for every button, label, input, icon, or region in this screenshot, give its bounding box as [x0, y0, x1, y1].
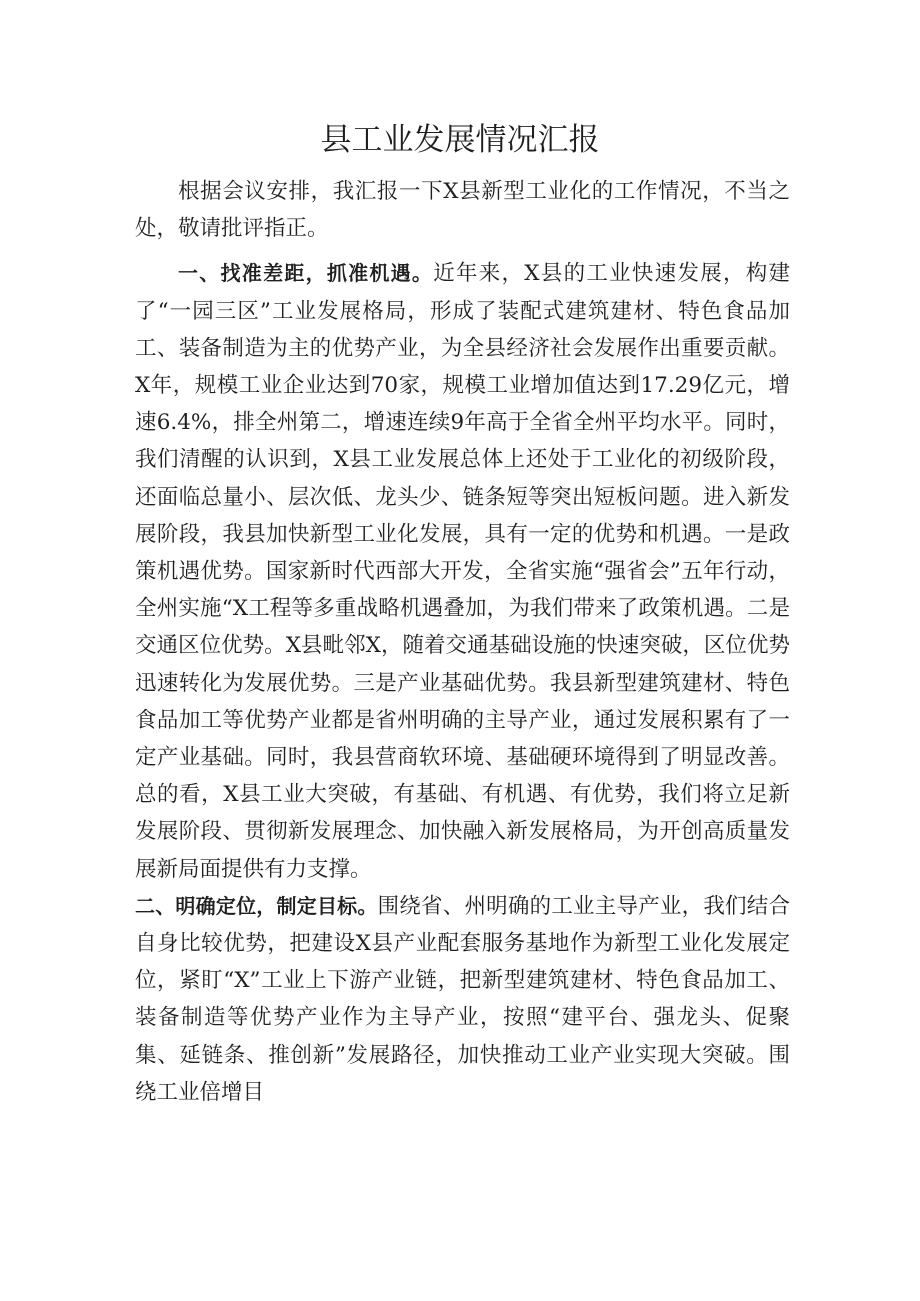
section-paragraph-1: [135, 255, 790, 887]
document-title: 县工业发展情况汇报: [320, 122, 600, 158]
section-heading-1: 一、找准差距，抓准机遇。: [178, 261, 434, 286]
section-heading-2: 二、明确定位，制定目标。: [135, 893, 378, 918]
intro-paragraph: 根据会议安排，我汇报一下X县新型工业化的工作情况，不当之处，敬请批评指正。: [135, 179, 790, 242]
section-text-1: 近年来，X县的工业快速发展，构建了“一园三区”工业发展格局，形成了装配式建筑建材、特色食品加工、装备制造为主的优势产业，为全县经济社会发展作出重要贡献。X年，规模工业企业达到70家，规模工业增加值达到17.29亿元，增速6.4%，排全州第二，增速连续9年高于全省全州平均水平。同时，我们清醒的认识到，X县工业发展总体上还处于工业化的初级阶段，还面临总量小、层次低、龙头少、链条短等突出短板问题。进入新发展阶段，我县加快新型工业化发展，具有一定的优势和机遇。一是政策机遇优势。国家新时代西部大开发，全省实施“强省会”五年行动，全州实施“X工程等多重战略机遇叠加，为我们带来了政策机遇。二是交通区位优势。X县毗邻X，随着交通基础设施的快速突破，区位优势迅速转化为发展优势。三是产业基础优势。我县新型建筑建材、特色食品加工等优势产业都是省州明确的主导产业，通过发展积累有了一定产业基础。同时，我县营商软环境、基础硬环境得到了明显改善。总的看，X县工业大突破，有基础、有机遇、有优势，我们将立足新发展阶段、贯彻新发展理念、加快融入新发展格局，为开创高质量发展新局面提供有力支撑。: [135, 261, 791, 882]
section-text-2: 围绕省、州明确的工业主导产业，我们结合自身比较优势，把建设X县产业配套服务基地作为新型工业化发展定位，紧盯“X”工业上下游产业链，把新型建筑建材、特色食品加工、装备制造等优势产业作为主导产业，按照“建平台、强龙头、促聚集、延链条、推创新”发展路径，加快推动工业产业实现大突破。围绕工业倍增目: [135, 893, 790, 1105]
document-body: [135, 173, 790, 1111]
section-paragraph-2: [135, 888, 790, 1111]
